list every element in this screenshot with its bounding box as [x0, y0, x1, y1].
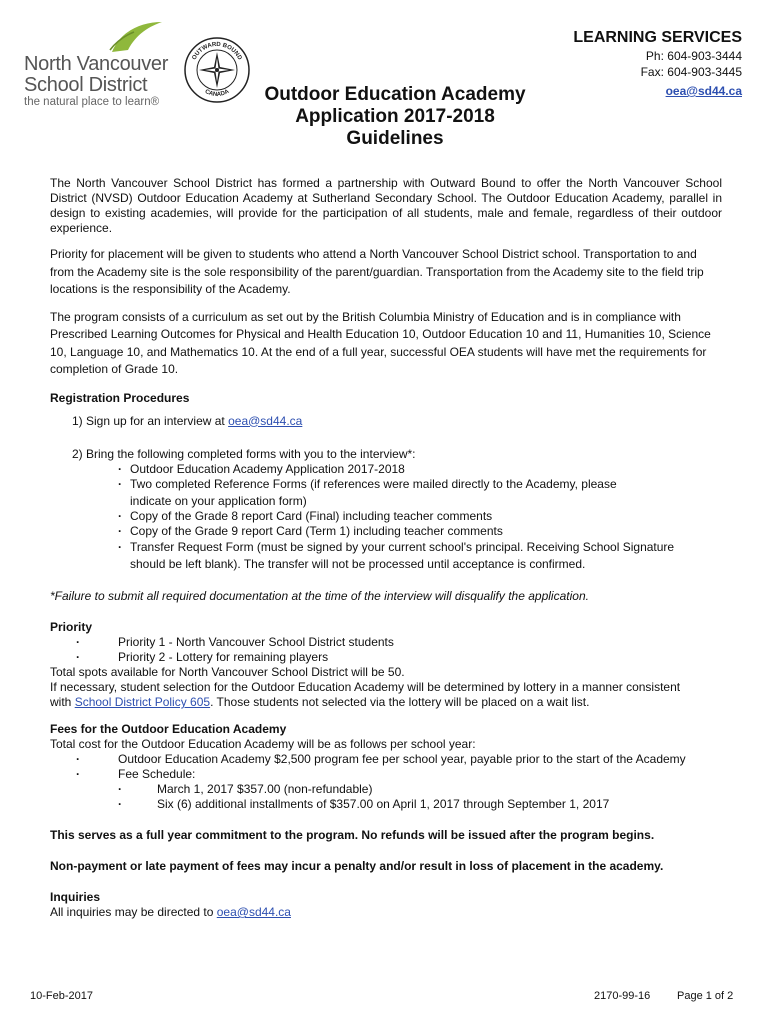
step-1-text: 1) Sign up for an interview at: [72, 413, 229, 428]
list-item: · Six (6) additional installments of $357.00 on April 1, 2017 through September 1, 2017: [50, 797, 722, 812]
document-body: [50, 176, 722, 920]
registration-step-1: [50, 414, 722, 429]
inquiries-text: [50, 905, 722, 920]
logo-line-2: School District: [24, 74, 148, 96]
contact-email-link[interactable]: oea@sd44.ca: [665, 84, 742, 98]
page-title: [240, 84, 550, 150]
lottery-line-2: [50, 695, 722, 710]
nvsd-logo: [24, 20, 204, 110]
phone-number: Ph: 604-903-3444: [645, 49, 742, 63]
list-item: · Priority 2 - Lottery for remaining players: [50, 650, 722, 665]
intro-paragraph-3: The program consists of a curriculum as set out by the British Columbia Ministry of Education and is in compliance with Prescribed Learning Outcomes for Physical and Health Education 10, Outdoor Education 10 and 11, Humanities 10, Science 10, Language 10, and Mathematics 10. At the end of a full year, successful OEA students will have met the requirements for completion of Grade 10.: [50, 309, 711, 376]
department-heading: LEARNING SERVICES: [573, 29, 742, 46]
failure-note: *Failure to submit all required documentation at the time of the interview will disqualify the application.: [50, 589, 589, 603]
interview-email-link[interactable]: oea@sd44.ca: [228, 413, 303, 428]
fees-list: [50, 752, 722, 782]
lottery-post-text: . Those students not selected via the lottery will be placed on a wait list.: [210, 695, 590, 709]
title-line-1: Outdoor Education Academy: [264, 84, 526, 105]
commitment-notice: This serves as a full year commitment to the program. No refunds will be issued after the program begins.: [50, 828, 655, 842]
intro-paragraph-1: The North Vancouver School District has formed a partnership with Outward Bound to offer the North Vancouver School District (NVSD) Outdoor Education Academy at Sutherland Secondary School. The Outdoor Education Academy, parallel in design to existing academies, will provide for the participation of all students, male and female, regardless of their outdoor experience.: [50, 176, 722, 235]
fax-number: Fax: 604-903-3445: [640, 65, 742, 79]
title-line-3: Guidelines: [346, 128, 444, 149]
logo-line-1: North Vancouver: [24, 53, 169, 75]
footer-date: 10-Feb-2017: [30, 990, 93, 1002]
logo-tagline: the natural place to learn®: [24, 96, 160, 108]
priority-list: [50, 635, 722, 665]
required-forms-list: [50, 462, 722, 574]
footer-code: 2170-99-16: [594, 990, 651, 1002]
lottery-pre-text: with: [50, 695, 75, 709]
nonpayment-notice: Non-payment or late payment of fees may incur a penalty and/or result in loss of placement in the academy.: [50, 859, 664, 873]
list-item: · Copy of the Grade 8 report Card (Final) including teacher comments: [50, 509, 722, 525]
list-item: · Fee Schedule:: [50, 767, 722, 782]
page-number: Page 1 of 2: [677, 990, 734, 1002]
intro-paragraph-2: Priority for placement will be given to students who attend a North Vancouver School District school. Transportation to and from the Academy site is the sole responsibility of the parent/guardian. Transportation from the Academy site to the field trip locations is the responsibility of the Academy.: [50, 247, 704, 296]
list-item-continuation: should be left blank). The transfer will not be processed until acceptance is confirmed.: [130, 557, 586, 571]
list-item: · Copy of the Grade 9 report Card (Term 1) including teacher comments: [50, 524, 722, 540]
list-item: · Transfer Request Form (must be signed by your current school's principal. Receiving School Signature: [50, 540, 722, 556]
list-item: · Outdoor Education Academy Application 2017-2018: [50, 462, 722, 478]
list-item: · Two completed Reference Forms (if references were mailed directly to the Academy, please: [50, 477, 722, 493]
policy-605-link[interactable]: School District Policy 605: [74, 695, 211, 709]
lottery-line-1: If necessary, student selection for the Outdoor Education Academy will be determined by lottery in a manner consistent: [50, 680, 681, 694]
fee-schedule-list: [50, 782, 722, 812]
registration-heading: Registration Procedures: [50, 390, 190, 405]
priority-heading: Priority: [50, 620, 93, 634]
seal-bottom-text: CANADA: [203, 88, 231, 99]
list-item: · March 1, 2017 $357.00 (non-refundable): [50, 782, 722, 797]
contact-block: [573, 28, 742, 100]
seal-top-text: OUTWARD BOUND: [191, 41, 243, 62]
registration-step-2: 2) Bring the following completed forms with you to the interview*:: [72, 446, 416, 461]
inquiries-prefix: All inquiries may be directed to: [50, 905, 217, 919]
leaf-icon: [106, 20, 166, 54]
list-item: · Priority 1 - North Vancouver School District students: [50, 635, 722, 650]
list-item-continuation: indicate on your application form): [130, 493, 307, 508]
total-spots: Total spots available for North Vancouver School District will be 50.: [50, 665, 405, 679]
inquiries-heading: Inquiries: [50, 890, 101, 904]
inquiries-email-link[interactable]: oea@sd44.ca: [216, 905, 291, 919]
list-item: · Outdoor Education Academy $2,500 program fee per school year, payable prior to the start of the Academy: [50, 752, 722, 767]
fees-intro: Total cost for the Outdoor Education Academy will be as follows per school year:: [50, 737, 476, 751]
fees-heading: Fees for the Outdoor Education Academy: [50, 722, 287, 736]
title-line-2: Application 2017-2018: [295, 106, 495, 127]
